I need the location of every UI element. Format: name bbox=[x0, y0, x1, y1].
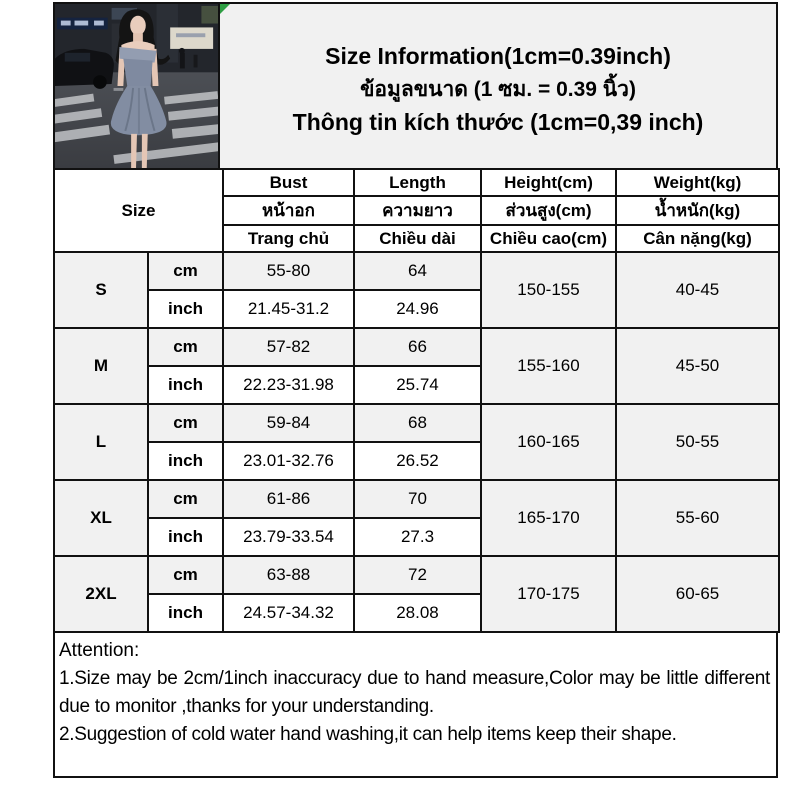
attention-notes bbox=[53, 631, 778, 778]
size-header: Size bbox=[54, 169, 223, 252]
col-header-weight-th: น้ำหนัก(kg) bbox=[616, 196, 779, 225]
table-row bbox=[54, 404, 779, 442]
attention-heading: Attention: bbox=[59, 640, 140, 661]
unit-inch-label: inch bbox=[148, 366, 223, 404]
length-inch-value: 25.74 bbox=[354, 366, 481, 404]
col-header-height-en: Height(cm) bbox=[481, 169, 616, 196]
size-value-l: L bbox=[54, 404, 148, 480]
unit-cm-label: cm bbox=[148, 556, 223, 594]
unit-cm-label: cm bbox=[148, 252, 223, 290]
col-header-bust-vi: Trang chủ bbox=[223, 225, 354, 252]
col-header-height-th: ส่วนสูง(cm) bbox=[481, 196, 616, 225]
weight-value: 55-60 bbox=[616, 480, 779, 556]
bust-inch-value: 24.57-34.32 bbox=[223, 594, 354, 632]
bust-cm-value: 59-84 bbox=[223, 404, 354, 442]
col-header-length-vi: Chiều dài bbox=[354, 225, 481, 252]
product-photo bbox=[53, 2, 220, 170]
title-block bbox=[220, 2, 778, 170]
height-value: 160-165 bbox=[481, 404, 616, 480]
col-header-weight-vi: Cân nặng(kg) bbox=[616, 225, 779, 252]
bust-inch-value: 21.45-31.2 bbox=[223, 290, 354, 328]
length-cm-value: 68 bbox=[354, 404, 481, 442]
title-english: Size Information(1cm=0.39inch) bbox=[325, 42, 671, 69]
size-chart bbox=[53, 2, 778, 778]
height-value: 170-175 bbox=[481, 556, 616, 632]
table-row bbox=[54, 252, 779, 290]
table-row bbox=[54, 328, 779, 366]
size-value-m: M bbox=[54, 328, 148, 404]
unit-inch-label: inch bbox=[148, 290, 223, 328]
unit-inch-label: inch bbox=[148, 442, 223, 480]
bust-inch-value: 23.79-33.54 bbox=[223, 518, 354, 556]
col-header-bust-th: หน้าอก bbox=[223, 196, 354, 225]
bust-cm-value: 63-88 bbox=[223, 556, 354, 594]
attention-note-1: 1.Size may be 2cm/1inch inaccuracy due to hand measure,Color may be little different due to monitor ,thanks for your understanding. bbox=[59, 668, 770, 717]
col-header-weight-en: Weight(kg) bbox=[616, 169, 779, 196]
length-cm-value: 66 bbox=[354, 328, 481, 366]
size-table bbox=[53, 168, 780, 633]
bust-inch-value: 23.01-32.76 bbox=[223, 442, 354, 480]
title-vietnamese: Thông tin kích thước (1cm=0,39 inch) bbox=[292, 108, 704, 135]
unit-inch-label: inch bbox=[148, 518, 223, 556]
col-header-bust-en: Bust bbox=[223, 169, 354, 196]
col-header-height-vi: Chiều cao(cm) bbox=[481, 225, 616, 252]
weight-value: 60-65 bbox=[616, 556, 779, 632]
length-inch-value: 26.52 bbox=[354, 442, 481, 480]
cell-marker-triangle-icon bbox=[220, 4, 230, 14]
length-inch-value: 28.08 bbox=[354, 594, 481, 632]
unit-cm-label: cm bbox=[148, 328, 223, 366]
length-cm-value: 64 bbox=[354, 252, 481, 290]
weight-value: 50-55 bbox=[616, 404, 779, 480]
title-thai: ข้อมูลขนาด (1 ซม. = 0.39 นิ้ว) bbox=[360, 77, 636, 101]
table-row bbox=[54, 556, 779, 594]
weight-value: 40-45 bbox=[616, 252, 779, 328]
size-value-s: S bbox=[54, 252, 148, 328]
col-header-length-en: Length bbox=[354, 169, 481, 196]
bust-inch-value: 22.23-31.98 bbox=[223, 366, 354, 404]
bust-cm-value: 55-80 bbox=[223, 252, 354, 290]
bust-cm-value: 57-82 bbox=[223, 328, 354, 366]
bust-cm-value: 61-86 bbox=[223, 480, 354, 518]
col-header-length-th: ความยาว bbox=[354, 196, 481, 225]
length-inch-value: 24.96 bbox=[354, 290, 481, 328]
length-cm-value: 72 bbox=[354, 556, 481, 594]
size-value-2xl: 2XL bbox=[54, 556, 148, 632]
height-value: 155-160 bbox=[481, 328, 616, 404]
product-photo-illustration bbox=[55, 4, 218, 168]
unit-cm-label: cm bbox=[148, 480, 223, 518]
table-row bbox=[54, 480, 779, 518]
size-value-xl: XL bbox=[54, 480, 148, 556]
header-row bbox=[53, 2, 778, 170]
length-cm-value: 70 bbox=[354, 480, 481, 518]
weight-value: 45-50 bbox=[616, 328, 779, 404]
height-value: 150-155 bbox=[481, 252, 616, 328]
attention-note-2: 2.Suggestion of cold water hand washing,it can help items keep their shape. bbox=[59, 724, 677, 745]
height-value: 165-170 bbox=[481, 480, 616, 556]
unit-inch-label: inch bbox=[148, 594, 223, 632]
unit-cm-label: cm bbox=[148, 404, 223, 442]
length-inch-value: 27.3 bbox=[354, 518, 481, 556]
